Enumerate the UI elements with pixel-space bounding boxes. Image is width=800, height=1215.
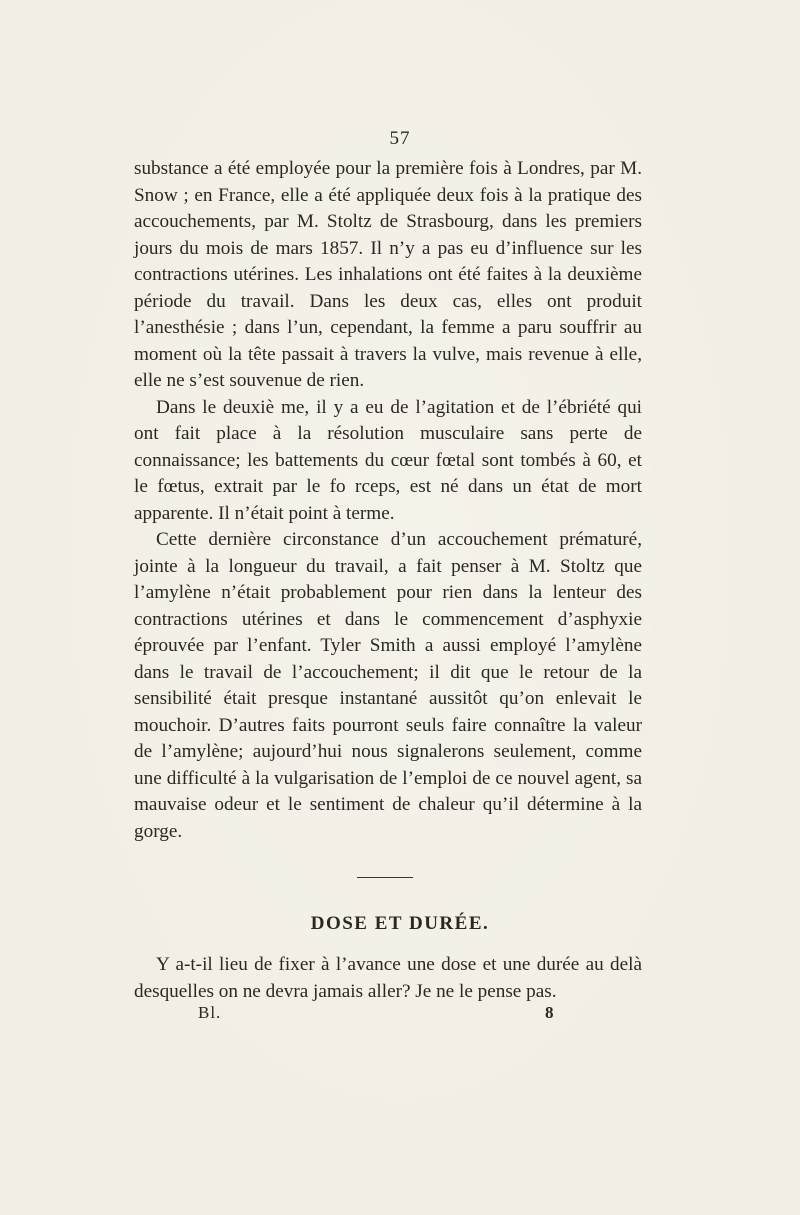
body-text [134, 156, 642, 845]
closing-paragraph: Y a-t-il lieu de fixer à l’avance une dose et une durée au delà desquelles on ne devra jamais aller? Je ne le pense pas. [134, 954, 642, 1002]
paragraph-1: substance a été employée pour la première fois à Londres, par M. Snow ; en France, elle a été appliquée deux fois à la pratique des accouchements, par M. Stoltz de Strasbourg, dans les premiers jours du mois de mars 1857. Il n’y a pas eu d’influence sur les contractions utérines. Les inhalations ont été faites à la deuxième période du travail. Dans les deux cas, elles ont produit l’anesthésie ; dans l’un, cependant, la femme a paru souffrir au moment où la tête passait à travers la vulve, mais revenue à elle, elle ne s’est souvenue de rien. [134, 158, 642, 391]
paragraph-3: Cette dernière circonstance d’un accouchement prématuré, jointe à la longueur du travail, a fait penser à M. Stoltz que l’amylène n’était probablement pour rien dans la lenteur des contractions utérines et dans le commencement d’asphyxie éprouvée par l’enfant. Tyler Smith a aussi employé l’amylène dans le travail de l’accouchement; il dit que le retour de la sensibilité était presque instantané aussitôt qu’on enlevait le mouchoir. D’autres faits pourront seuls faire connaître la valeur de l’amylène; aujourd’hui nous signalerons seulement, comme une difficulté à la vulgarisation de l’emploi de ce nouvel agent, sa mauvaise odeur et le sentiment de chaleur qu’il détermine à la gorge. [134, 529, 642, 842]
page-number: 57 [389, 128, 411, 149]
closing-text [134, 952, 642, 1005]
paragraph-2: Dans le deuxiè me, il y a eu de l’agitation et de l’ébriété qui ont fait place à la résolution musculaire sans perte de connaissance; les battements du cœur fœtal sont tombés à 60, et le fœtus, extrait par le fo rceps, est né dans un état de mort apparente. Il n’était point à terme. [134, 396, 642, 524]
signature-number: 8 [545, 1003, 554, 1022]
section-divider [357, 877, 413, 878]
section-heading: DOSE ET DURÉE. [310, 913, 490, 934]
signature-mark: Bl. [198, 1003, 222, 1022]
